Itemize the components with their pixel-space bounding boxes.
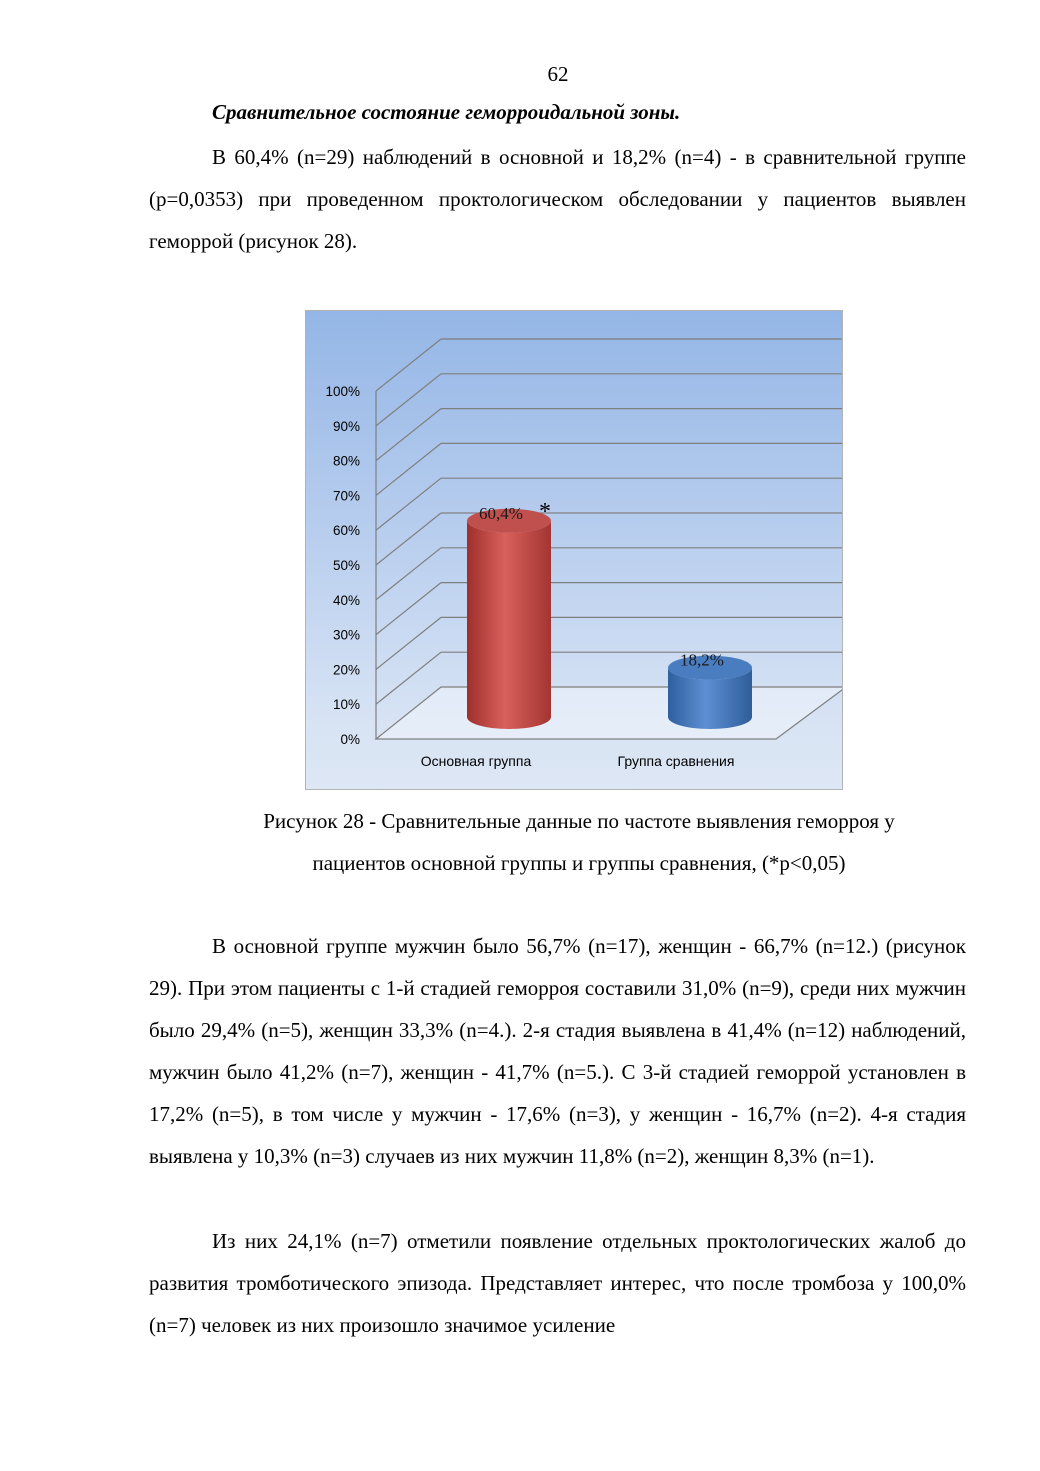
- data-label: 18,2%: [680, 650, 724, 670]
- paragraph-stages: В основной группе мужчин было 56,7% (n=17), женщин - 66,7% (n=12.) (рисунок 29). При этом пациенты с 1-й стадией геморроя составили 31,0% (n=9), среди них мужчин было 29,4% (n=5), женщин 33,3% (n=4.). 2-я стадия выявлена в 41,4% (n=12) наблюдений, мужчин было 41,2% (n=7), женщин - 41,7% (n=5.). С 3-й стадией геморрой установлен в 17,2% (n=5), в том числе у мужчин - 17,6% (n=3), у женщин - 16,7% (n=2). 4-я стадия выявлена у 10,3% (n=3) случаев из них мужчин 11,8% (n=2), женщин 8,3% (n=1).: [149, 934, 966, 1168]
- y-tick-label: 60%: [332, 523, 360, 539]
- section-heading: Сравнительное состояние геморроидальной зоны.: [212, 100, 681, 124]
- significance-marker: *: [539, 498, 551, 525]
- y-tick-label: 80%: [332, 453, 360, 469]
- y-tick-label: 30%: [332, 627, 360, 643]
- y-tick-label: 90%: [332, 418, 360, 434]
- y-tick-label: 40%: [332, 592, 360, 608]
- chart-floor: [376, 687, 842, 739]
- y-tick-label: 50%: [332, 558, 360, 573]
- bar-chart-svg: [306, 311, 842, 789]
- gridline-side: [376, 409, 441, 461]
- y-tick-label: 70%: [332, 488, 360, 504]
- gridline-side: [376, 513, 441, 565]
- y-tick-label: 0%: [340, 732, 360, 747]
- figure-28-chart: [305, 310, 843, 790]
- gridline-side: [376, 374, 441, 426]
- gridline-side: [376, 548, 441, 600]
- data-label: 60,4%: [479, 503, 523, 523]
- y-tick-label: 10%: [332, 697, 360, 713]
- x-category-label: Группа сравнения: [617, 753, 735, 769]
- figure-caption: [200, 800, 958, 884]
- caption-line-1: Рисунок 28 - Сравнительные данные по частоте выявления геморроя у: [263, 809, 895, 833]
- paragraph-complaints: Из них 24,1% (n=7) отметили появление отдельных проктологических жалоб до развития тромботического эпизода. Представляет интерес, что после тромбоза у 100,0% (n=7) человек из них произошло значимое усиление: [149, 1229, 966, 1337]
- x-category-label: Основная группа: [420, 753, 532, 769]
- y-tick-label: 100%: [325, 384, 360, 399]
- gridline-side: [376, 443, 441, 495]
- caption-line-2: пациентов основной группы и группы сравнения, (*p<0,05): [312, 851, 846, 875]
- bar-cylinder: [467, 521, 551, 729]
- gridline-side: [376, 478, 441, 530]
- gridline-side: [376, 583, 441, 635]
- paragraph-intro: В 60,4% (n=29) наблюдений в основной и 18,2% (n=4) - в сравнительной группе (p=0,0353) при проведенном проктологическом обследовании у пациентов выявлен геморрой (рисунок 28).: [149, 145, 966, 253]
- page-number: 62: [547, 62, 569, 86]
- gridline-side: [376, 339, 441, 391]
- y-tick-label: 20%: [332, 662, 360, 678]
- gridline-side: [376, 617, 441, 669]
